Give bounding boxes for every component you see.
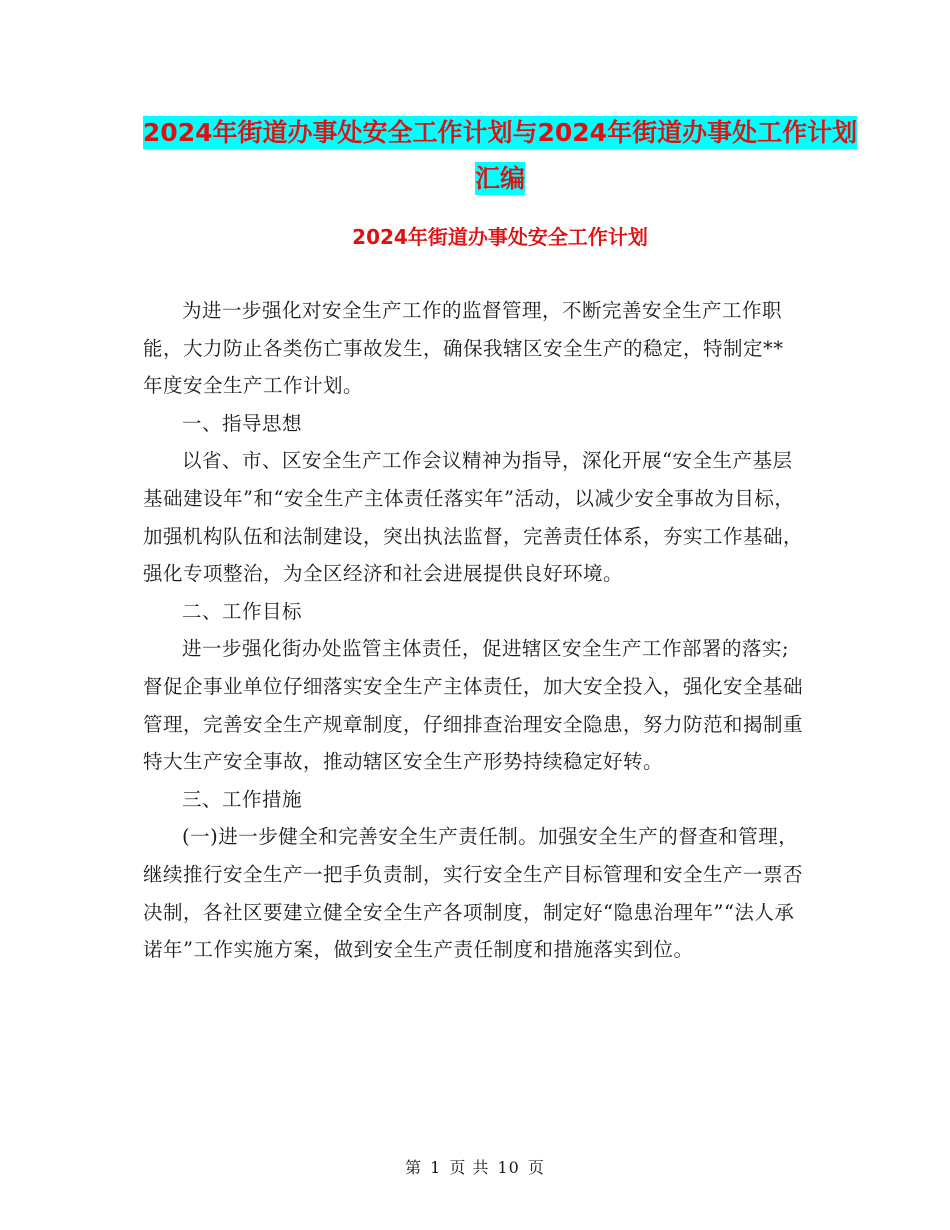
document-title-text: 2024年街道办事处安全工作计划与2024年街道办事处工作计划汇编 (142, 118, 858, 193)
section-title: 2024年街道办事处安全工作计划 (352, 225, 648, 249)
guiding-thought-paragraph: 以省、市、区安全生产工作会议精神为指导，深化开展“安全生产基层基础建设年”和“安全生产主体责任落实年”活动，以减少安全事故为目标，加强机构队伍和法制建设，突出执法监督，完善责任体系，夯实工作基础，强化专项整治，为全区经济和社会进展提供良好环境。 (143, 449, 804, 586)
footer-mid: 页 共 (449, 1158, 490, 1177)
work-measures-paragraph: (一)进一步健全和完善安全生产责任制。加强安全生产的督查和管理，继续推行安全生产一把手负责制，实行安全生产目标管理和安全生产一票否决制，各社区要建立健全安全生产各项制度，制定好“隐患治理年”“法人承诺年”工作实施方案，做到安全生产责任制度和措施落实到位。 (143, 825, 804, 962)
footer-page-number: 1 (430, 1158, 442, 1177)
footer-total-pages: 10 (497, 1158, 520, 1177)
work-goals-paragraph: 进一步强化街办处监管主体责任，促进辖区安全生产工作部署的落实;督促企事业单位仔细落实安全生产主体责任，加大安全投入，强化安全基础管理，完善安全生产规章制度，仔细排查治理安全隐患，努力防范和揭制重特大生产安全事故，推动辖区安全生产形势持续稳定好转。 (143, 637, 804, 774)
page-footer (0, 1155, 950, 1178)
document-body (143, 292, 803, 969)
footer-prefix: 第 (405, 1158, 423, 1177)
intro-paragraph: 为进一步强化对安全生产工作的监督管理，不断完善安全生产工作职能，大力防止各类伤亡事故发生，确保我辖区安全生产的稳定，特制定**年度安全生产工作计划。 (143, 299, 784, 398)
heading-work-goals: 二、工作目标 (182, 599, 303, 623)
document-title (140, 110, 860, 202)
heading-guiding-thought: 一、指导思想 (182, 411, 303, 435)
heading-work-measures: 三、工作措施 (182, 787, 303, 811)
footer-suffix: 页 (527, 1158, 545, 1177)
